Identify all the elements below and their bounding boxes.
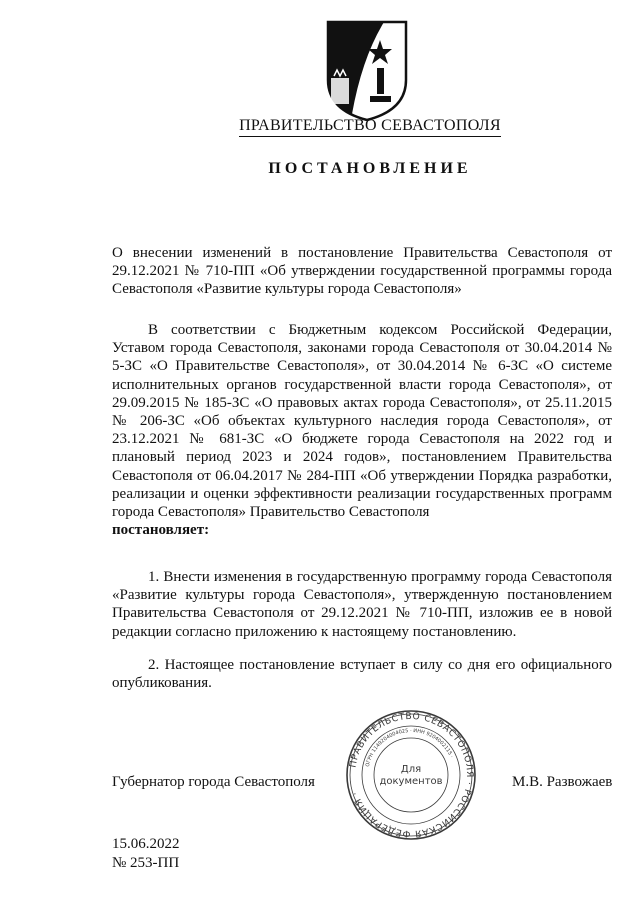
signatory-position: Губернатор города Севастополя: [112, 774, 315, 790]
document-type-title: ПОСТАНОВЛЕНИЕ: [268, 160, 472, 177]
official-seal-icon: [344, 708, 478, 842]
document-date: 15.06.2022: [112, 836, 180, 852]
svg-text:ОГРН 1149204004025 · ИНН 92040: ОГРН 1149204004025 · ИНН 9204002115 ·: [364, 727, 455, 768]
signer-name: М.В. Развожаев: [512, 774, 613, 790]
legal-basis-text: В соответствии с Бюджетным кодексом Российской Федерации, Уставом города Севастополя, законами города Севастополя от 30.04.2014 № 5-ЗС «О Правительстве Севастополя», от 30.04.2014 № 6-ЗС «О системе исполнительных органов государственной власти города Севастополя», от 29.09.2015 № 185-ЗС «О правовых актах города Севастополя», от 25.11.2015 № 206-ЗС «Об объектах культурного наследия города Севастополя», от 23.12.2021 № 681-ЗС «О бюджете города Севастополя на 2022 год и плановый период 2023 и 2024 годов», постановлением Правительства Севастополя от 06.04.2017 № 284-ПП «Об утверждении Порядка разработки, реализации и оценки эффективности реализации государственных программ города Севастополя» Правительство Севастополя: [112, 322, 612, 521]
seal-center-line-2: документов: [379, 776, 443, 787]
resolves-keyword: постановляет:: [112, 522, 210, 539]
legal-basis-paragraph: [112, 321, 612, 539]
document-number: № 253-ПП: [112, 855, 180, 871]
document-subject: О внесении изменений в постановление Правительства Севастополя от 29.12.2021 № 710-ПП «Об утверждении государственной программы города Севастополя «Развитие культуры города Севастополя»: [112, 245, 612, 298]
resolution-item-1: 1. Внести изменения в государственную программу города Севастополя «Развитие культуры города Севастополя», утвержденную постановлением Правительства Севастополя от 29.12.2021 № 710-ПП, изложив ее в новой редакции согласно приложению к настоящему постановлению.: [112, 569, 612, 640]
seal-center-line-1: Для: [400, 764, 422, 775]
resolution-item-2: 2. Настоящее постановление вступает в силу со дня его официального опубликования.: [112, 657, 612, 692]
svg-text:ПРАВИТЕЛЬСТВО СЕВАСТОПОЛЯ · РО: ПРАВИТЕЛЬСТВО СЕВАСТОПОЛЯ · РОССИЙСКАЯ ФЕДЕРАЦИЯ ·: [347, 710, 476, 840]
organization-name: ПРАВИТЕЛЬСТВО СЕВАСТОПОЛЯ: [0, 117, 640, 137]
coat-of-arms-icon: [322, 18, 412, 122]
